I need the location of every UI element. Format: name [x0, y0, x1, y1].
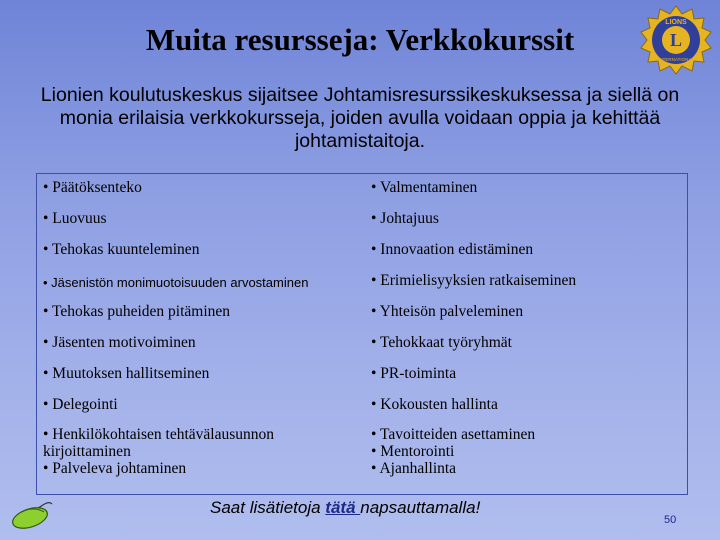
course-item-label: • Muutoksen hallitseminen: [43, 365, 210, 382]
course-item-label: • Innovaation edistäminen: [371, 241, 534, 258]
course-item-label: • Jäsenistön monimuotoisuuden arvostaminen: [43, 275, 309, 290]
course-item-label: • Jäsenten motivoiminen: [43, 334, 196, 351]
slide-title: Muita resursseja: Verkkokurssit: [145, 22, 575, 57]
logo-text-bottom: INTERNATIONAL: [658, 57, 694, 62]
course-item-label: • Valmentaminen: [371, 179, 478, 196]
footer-text-before: Saat lisätietoja: [210, 498, 326, 517]
course-item-left: [37, 360, 365, 391]
course-item-label: • Yhteisön palveleminen: [371, 303, 524, 320]
course-item-left: [37, 174, 365, 205]
course-item-left: [37, 329, 365, 360]
lions-logo-icon: [636, 4, 716, 76]
logo-text-top: LIONS: [665, 19, 687, 26]
course-item-left: [37, 205, 365, 236]
mouse-icon[interactable]: [8, 500, 56, 530]
course-item-right: [365, 360, 687, 391]
course-item-right: [365, 205, 687, 236]
course-item-right: [365, 422, 687, 487]
intro-paragraph: Lionien koulutuskeskus sijaitsee Johtamisresurssikeskuksessa ja siellä on monia erilaisia verkkokursseja, joiden avulla voidaan oppia ja kehittää johtamistaitoja.: [40, 84, 680, 152]
course-item-label: • Kokousten hallinta: [371, 396, 498, 413]
course-item-left: [37, 267, 365, 298]
course-item-label: • Ajanhallinta: [371, 460, 457, 477]
course-item-label: • Palveleva johtaminen: [43, 460, 187, 477]
page-number: 50: [664, 514, 677, 526]
course-item-label: • Tavoitteiden asettaminen: [371, 426, 536, 443]
course-item-right: [365, 267, 687, 298]
course-item-left: [37, 236, 365, 267]
footer-text-after: napsauttamalla!: [360, 498, 481, 517]
course-item-label: • Luovuus: [43, 210, 107, 227]
more-info-link[interactable]: tätä: [325, 498, 361, 517]
course-item-label: • Päätöksenteko: [43, 179, 142, 196]
course-item-left: [37, 298, 365, 329]
course-item-label: • Erimielisyyksien ratkaiseminen: [371, 272, 577, 289]
course-item-label: • Johtajuus: [371, 210, 439, 227]
course-grid: [36, 173, 688, 495]
course-item-label: • Delegointi: [43, 396, 118, 413]
course-item-label: • Tehokkaat työryhmät: [371, 334, 512, 351]
course-item-left: [37, 422, 365, 487]
course-item-right: [365, 329, 687, 360]
logo-letter: L: [669, 30, 683, 50]
course-item-label: kirjoittaminen: [43, 443, 131, 460]
course-item-right: [365, 298, 687, 329]
course-item-label: • Henkilökohtaisen tehtävälausunnon: [43, 426, 274, 443]
course-item-label: • Mentorointi: [371, 443, 455, 460]
course-item-right: [365, 391, 687, 422]
course-item-label: • Tehokas puheiden pitäminen: [43, 303, 230, 320]
course-item-right: [365, 174, 687, 205]
course-item-label: • PR-toiminta: [371, 365, 457, 382]
course-item-left: [37, 391, 365, 422]
footer-text: [210, 498, 480, 518]
course-item-right: [365, 236, 687, 267]
course-item-label: • Tehokas kuunteleminen: [43, 241, 200, 258]
